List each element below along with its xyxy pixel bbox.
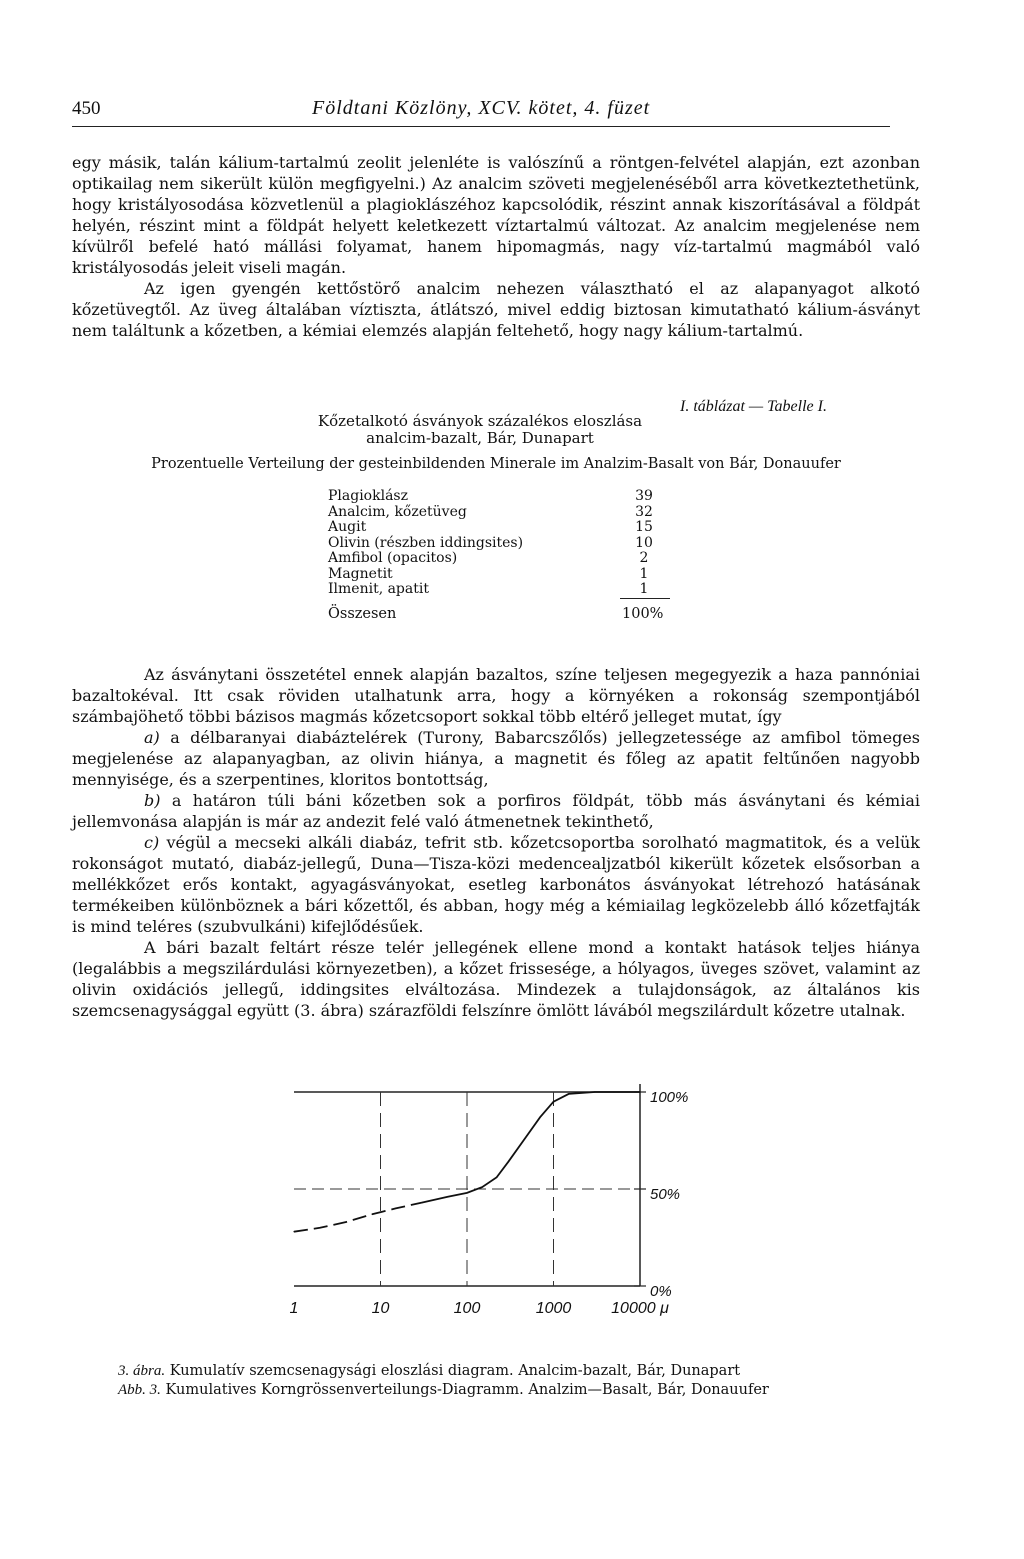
- mineral-value: 32: [635, 503, 653, 520]
- chart-x-tick-label: 100: [453, 1300, 481, 1317]
- paragraph-2: Az igen gyengén kettőstörő analcim nehezen választható el az alapanyagot alkotó kőzetüvegtől. Az üveg általában víztiszta, átlátszó, mivel eddig biztosan kimutatható kálium-ásványt nem találtunk a kőzetben, a kémiai elemzés alapján feltehető, hogy nagy kálium-tartalmú.: [72, 279, 920, 340]
- mineral-value: 2: [639, 550, 649, 566]
- list-item-a-label: a): [144, 728, 160, 747]
- table-label: I. táblázat — Tabelle I.: [680, 398, 827, 415]
- figure-caption-hu: [118, 1362, 740, 1381]
- mineral-name: Plagioklász: [328, 488, 408, 504]
- chart-y-tick-label: 50%: [650, 1186, 681, 1203]
- list-item-c: [72, 832, 920, 937]
- chart-data-point: [613, 1091, 614, 1092]
- mineral-value: 15: [635, 519, 653, 535]
- figure-caption-hu-label: 3. ábra.: [118, 1363, 166, 1379]
- figure-caption-de-label: Abb. 3.: [118, 1382, 161, 1398]
- mineral-name: Magnetit: [328, 565, 393, 582]
- mineral-name: Analcim, kőzetüveg: [328, 503, 467, 520]
- paragraph-1: egy másik, talán kálium-tartalmú zeolit jelenléte is valószínű a röntgen-felvétel alapján, ezt azonban optikailag nem sikerült külön megfigyelni.) Az analcim szöveti megjelenéséből arra következtethetünk, hogy kristályosodása közvetlenül a plagioklászéhoz kapcsolódik, részint annak kiszorításával a földpát helyén, részint mint a földpát helyett keletkezett víztartalmú változat. Az analcim megjelenése nem kívülről befelé ható mállási folyamat, hanem hipomagmás, nagy víz-tartalmú magmából való kristályosodás jeleit viseli magán.: [72, 153, 920, 277]
- table-caption-hu-line2: analcim-bazalt, Bár, Dunapart: [366, 429, 594, 447]
- table-caption-hu-line1: Kőzetalkotó ásványok százalékos eloszlása: [317, 412, 643, 430]
- chart-series-line: [422, 1092, 640, 1203]
- chart-data-point: [421, 1202, 422, 1203]
- chart-x-tick-label: 1000: [535, 1300, 572, 1317]
- body-text-bottom: [72, 664, 920, 1021]
- mineral-name: Augit: [328, 519, 367, 535]
- list-item-a-text: a délbaranyai diabáztelérek (Turony, Babarcszőlős) jellegzetessége az amfibol tömeges megjelenése az alapanyagban, az olivin hiánya, a magnetit és főleg az apatit feltűnően nagyobb mennyisége, és a szerpentines, kloritos bontottság,: [72, 728, 920, 789]
- table-row: [328, 566, 688, 582]
- table-row: [328, 504, 688, 520]
- chart-y-tick-label: 0%: [650, 1283, 672, 1300]
- mineral-value: 1: [639, 565, 649, 582]
- total-label: Összesen: [328, 606, 397, 622]
- total-value: 100%: [622, 606, 664, 622]
- list-item-c-text: végül a mecseki alkáli diabáz, tefrit stb. kőzetcsoportba sorolható magmatitok, és a velük rokonságot mutató, diabáz-jellegű, Duna—Tisza-közi medencealjzatból kikerült kőzetek elsősorban a mellékkőzet erős kontakt, agyagásványokat, esetleg karbonátos ásványokat létrehozó hatásának termékeiben különböznek a bári kőzettől, és abban, hogy még a kémiailag legközelebb álló kőzetfajták is mind teléres (szubvulkáni) kifejlődésűek.: [72, 833, 920, 936]
- mineral-name: Olivin (részben iddingsites): [328, 534, 524, 551]
- chart-data-point: [568, 1093, 569, 1094]
- mineral-name: Ilmenit, apatit: [328, 581, 429, 597]
- table-row: [328, 519, 688, 535]
- table-sum-rule: [620, 598, 670, 599]
- list-item-a: [72, 727, 920, 790]
- chart-x-tick-label: 10: [371, 1300, 390, 1317]
- list-item-c-label: c): [144, 833, 160, 852]
- figure-caption-hu-text: Kumulatív szemcsenagysági eloszlási diagram. Analcim-bazalt, Bár, Dunapart: [165, 1363, 741, 1379]
- list-item-b: [72, 790, 920, 832]
- table-caption-de: Prozentuelle Verteilung der gesteinbildenden Minerale im Analzim-Basalt von Bár, Donauufer: [151, 456, 841, 472]
- table-row: [328, 550, 688, 566]
- mineral-value: 10: [635, 534, 653, 551]
- chart-data-point: [395, 1208, 396, 1209]
- chart-data-point: [540, 1117, 541, 1118]
- chart-data-point: [639, 1091, 640, 1092]
- chart-data-point: [372, 1214, 373, 1215]
- chart-data-point: [594, 1091, 595, 1092]
- chart-data-point: [345, 1221, 346, 1222]
- paragraph-3: Az ásványtani összetétel ennek alapján bazaltos, színe teljesen megegyezik a haza pannóniai bazaltokéval. Itt csak röviden utalhatunk arra, hogy a környéken a rokonság szempontjából számbajöhető többi bázisos magmás kőzetcsoport sokkal több eltérő jelleget mutat, így: [72, 665, 920, 726]
- table-row: [328, 581, 688, 597]
- list-item-b-label: b): [144, 791, 161, 810]
- chart-data-point: [496, 1177, 497, 1178]
- figure-caption-de-text: Kumulatives Korngrössenverteilungs-Diagramm. Analzim—Basalt, Bár, Donauufer: [160, 1382, 769, 1398]
- chart-data-point: [466, 1192, 467, 1193]
- chart-data-point: [447, 1196, 448, 1197]
- journal-title: Földtani Közlöny, XCV. kötet, 4. füzet: [312, 97, 651, 119]
- chart-x-tick-label: 10000 μ: [611, 1300, 669, 1317]
- table-row: [328, 535, 688, 551]
- chart-series-line-dashed: [294, 1203, 422, 1232]
- chart-data-point: [523, 1140, 524, 1141]
- page-number: 450: [72, 98, 101, 119]
- mineral-name: Amfibol (opacitos): [328, 550, 458, 566]
- table-caption-hu: [300, 413, 660, 447]
- chart-data-point: [482, 1186, 483, 1187]
- chart-data-point: [319, 1227, 320, 1228]
- list-item-b-text: a határon túli báni kőzetben sok a porfiros földpát, több más ásványtani és kémiai jellemvonása alapján is már az andezit felé való átmenetnek tekinthető,: [72, 791, 920, 831]
- mineral-table: [328, 488, 688, 597]
- paragraph-4: A bári bazalt feltárt része telér jellegének ellene mond a kontakt hatások teljes hiánya (legalábbis a megszilárdulási környezetben), a kőzet frissesége, a hólyagos, üveges szövet, valamint az olivin oxidációs jellegű, iddingsites elváltozása. Mindezek a tulajdonságok, az általános kis szemcsenagysággal együtt (3. ábra) szárazföldi felszínre ömlött lávából megszilárdult kőzetre utalnak.: [72, 938, 920, 1020]
- chart-x-tick-label: 1: [289, 1300, 299, 1317]
- chart-y-tick-label: 100%: [650, 1089, 689, 1106]
- mineral-value: 39: [635, 488, 653, 504]
- chart-data-point: [293, 1231, 294, 1232]
- table-row: [328, 488, 688, 504]
- figure-caption-de: [118, 1381, 769, 1400]
- chart-data-point: [553, 1101, 554, 1102]
- chart-data-point: [508, 1161, 509, 1162]
- running-header: [72, 96, 890, 127]
- mineral-value: 1: [639, 581, 649, 597]
- body-text-top: [72, 152, 920, 341]
